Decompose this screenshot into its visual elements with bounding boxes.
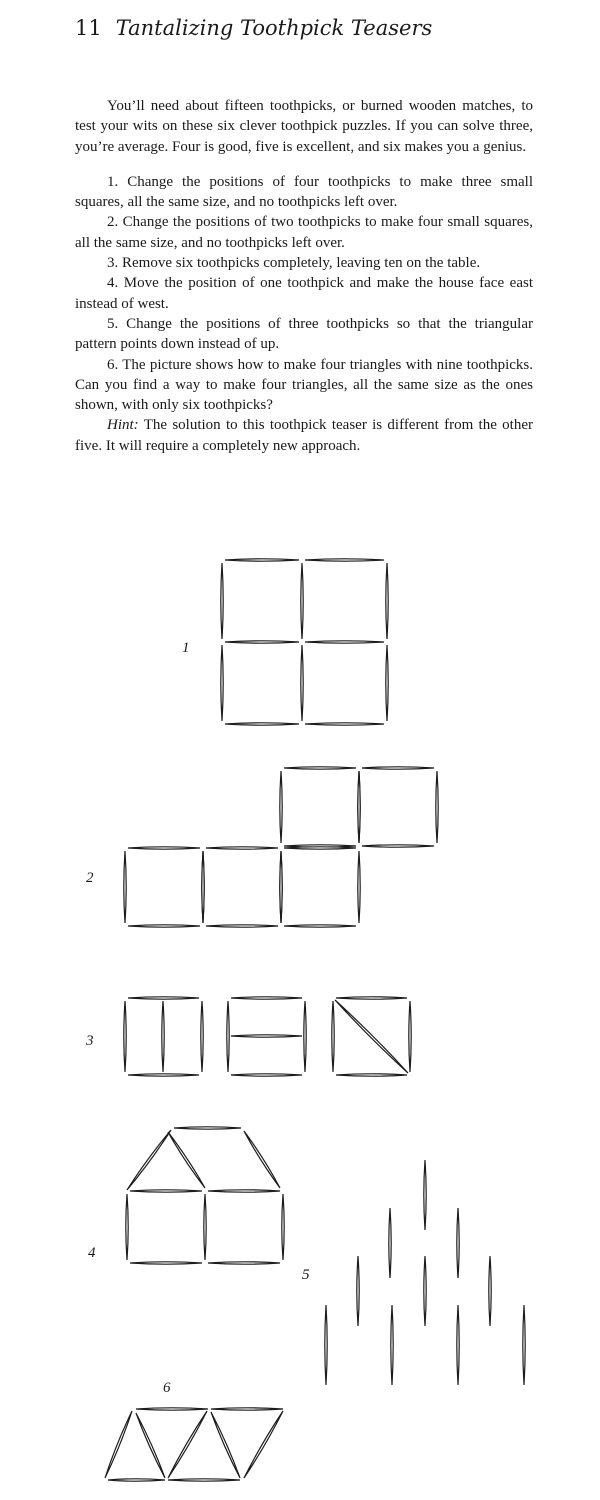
toothpick bbox=[221, 645, 223, 721]
toothpick bbox=[386, 645, 388, 721]
toothpick bbox=[225, 723, 299, 725]
toothpick bbox=[332, 1001, 334, 1072]
toothpick bbox=[305, 641, 384, 643]
toothpick bbox=[231, 1035, 302, 1037]
toothpick bbox=[124, 851, 126, 923]
intro-paragraph: You’ll need about fifteen toothpicks, or burned wooden matches, to test your wits on these six clever toothpick puzzles. If you can solve three, you’re average. Four is good, five is excellent, and six makes you a genius. bbox=[75, 98, 533, 155]
toothpick bbox=[128, 925, 200, 927]
toothpick bbox=[136, 1408, 208, 1410]
toothpick bbox=[358, 771, 360, 843]
puzzle-5-text: 5. Change the positions of three toothpicks so that the triangular pattern points down instead of up. bbox=[75, 315, 533, 353]
toothpick bbox=[280, 771, 282, 843]
toothpick bbox=[244, 1131, 280, 1188]
toothpick bbox=[130, 1262, 202, 1264]
toothpick bbox=[168, 1479, 240, 1481]
toothpick bbox=[204, 1194, 206, 1260]
toothpick bbox=[128, 847, 200, 849]
hint-text: The solution to this toothpick teaser is different from the other five. It will require a completely new approach. bbox=[75, 417, 533, 454]
toothpick bbox=[362, 845, 434, 847]
puzzle-6-text: 6. The picture shows how to make four triangles with nine toothpicks. Can you find a way to make four triangles, all the same size as the ones shown, with only six toothpicks? bbox=[75, 356, 533, 414]
toothpick bbox=[358, 851, 360, 923]
puzzle-1-text: 1. Change the positions of four toothpicks to make three small squares, all the same size, and no toothpicks left over. bbox=[75, 173, 533, 211]
toothpick bbox=[162, 1001, 164, 1072]
toothpick bbox=[305, 559, 384, 561]
toothpick bbox=[168, 1132, 205, 1188]
chapter-title: Tantalizing Toothpick Teasers bbox=[115, 16, 433, 40]
toothpick bbox=[457, 1305, 459, 1385]
toothpick bbox=[231, 997, 302, 999]
figure-4 bbox=[126, 1127, 284, 1264]
toothpick bbox=[336, 1074, 407, 1076]
toothpick bbox=[168, 1411, 207, 1478]
toothpick bbox=[357, 1256, 359, 1326]
toothpick bbox=[391, 1305, 393, 1385]
toothpick bbox=[389, 1208, 391, 1278]
figure-1-label: 1 bbox=[182, 640, 190, 656]
puzzle-4-text: 4. Move the position of one toothpick and make the house face east instead of west. bbox=[75, 275, 533, 312]
figure-5-label: 5 bbox=[302, 1267, 310, 1283]
toothpick bbox=[126, 1194, 128, 1260]
toothpick bbox=[284, 767, 356, 769]
figure-4-label: 4 bbox=[88, 1245, 96, 1261]
toothpick bbox=[244, 1411, 283, 1478]
toothpick bbox=[424, 1160, 426, 1230]
toothpick bbox=[206, 847, 278, 849]
toothpick bbox=[174, 1127, 241, 1129]
puzzle-2-text: 2. Change the positions of two toothpicks to make four small squares, all the same size, and no toothpicks left over. bbox=[75, 214, 533, 251]
chapter-number: 11 bbox=[75, 16, 102, 40]
toothpick bbox=[386, 563, 388, 639]
toothpick bbox=[362, 767, 434, 769]
toothpick bbox=[221, 563, 223, 639]
toothpick bbox=[211, 1412, 240, 1478]
toothpick bbox=[130, 1190, 202, 1192]
figure-3-label: 3 bbox=[86, 1033, 94, 1049]
toothpick bbox=[325, 1305, 327, 1385]
figure-2 bbox=[124, 767, 438, 927]
hint-label: Hint: bbox=[107, 417, 139, 434]
toothpick bbox=[128, 1074, 199, 1076]
toothpick bbox=[489, 1256, 491, 1326]
toothpick bbox=[304, 1001, 306, 1072]
figure-2-label: 2 bbox=[86, 870, 94, 886]
figure-6-label: 6 bbox=[163, 1380, 171, 1396]
toothpick bbox=[282, 1194, 284, 1260]
toothpick bbox=[336, 997, 407, 999]
toothpick bbox=[457, 1208, 459, 1278]
figure-6 bbox=[105, 1408, 283, 1481]
toothpick bbox=[280, 851, 282, 923]
toothpick bbox=[225, 641, 299, 643]
toothpick bbox=[231, 1074, 302, 1076]
toothpick bbox=[206, 925, 278, 927]
figure-5 bbox=[325, 1160, 525, 1385]
toothpick bbox=[301, 563, 303, 639]
figure-1 bbox=[221, 559, 388, 725]
toothpick bbox=[436, 771, 438, 843]
toothpick bbox=[201, 1001, 203, 1072]
toothpick bbox=[202, 851, 204, 923]
toothpick bbox=[208, 1190, 280, 1192]
toothpick bbox=[305, 723, 384, 725]
toothpick bbox=[136, 1413, 165, 1478]
toothpick bbox=[108, 1479, 165, 1481]
toothpick bbox=[284, 925, 356, 927]
toothpick bbox=[211, 1408, 283, 1410]
toothpick bbox=[124, 1001, 126, 1072]
toothpick bbox=[208, 1262, 280, 1264]
figure-3 bbox=[124, 997, 411, 1076]
toothpick bbox=[128, 997, 199, 999]
puzzle-3-text: 3. Remove six toothpicks completely, leaving ten on the table. bbox=[107, 255, 481, 272]
toothpick bbox=[284, 847, 356, 849]
toothpick bbox=[523, 1305, 525, 1385]
toothpick bbox=[424, 1256, 426, 1326]
toothpick bbox=[225, 559, 299, 561]
toothpick bbox=[227, 1001, 229, 1072]
toothpick bbox=[409, 1001, 411, 1072]
toothpick bbox=[335, 1000, 408, 1073]
toothpick bbox=[127, 1130, 171, 1190]
toothpick bbox=[105, 1411, 132, 1478]
toothpick bbox=[301, 645, 303, 721]
